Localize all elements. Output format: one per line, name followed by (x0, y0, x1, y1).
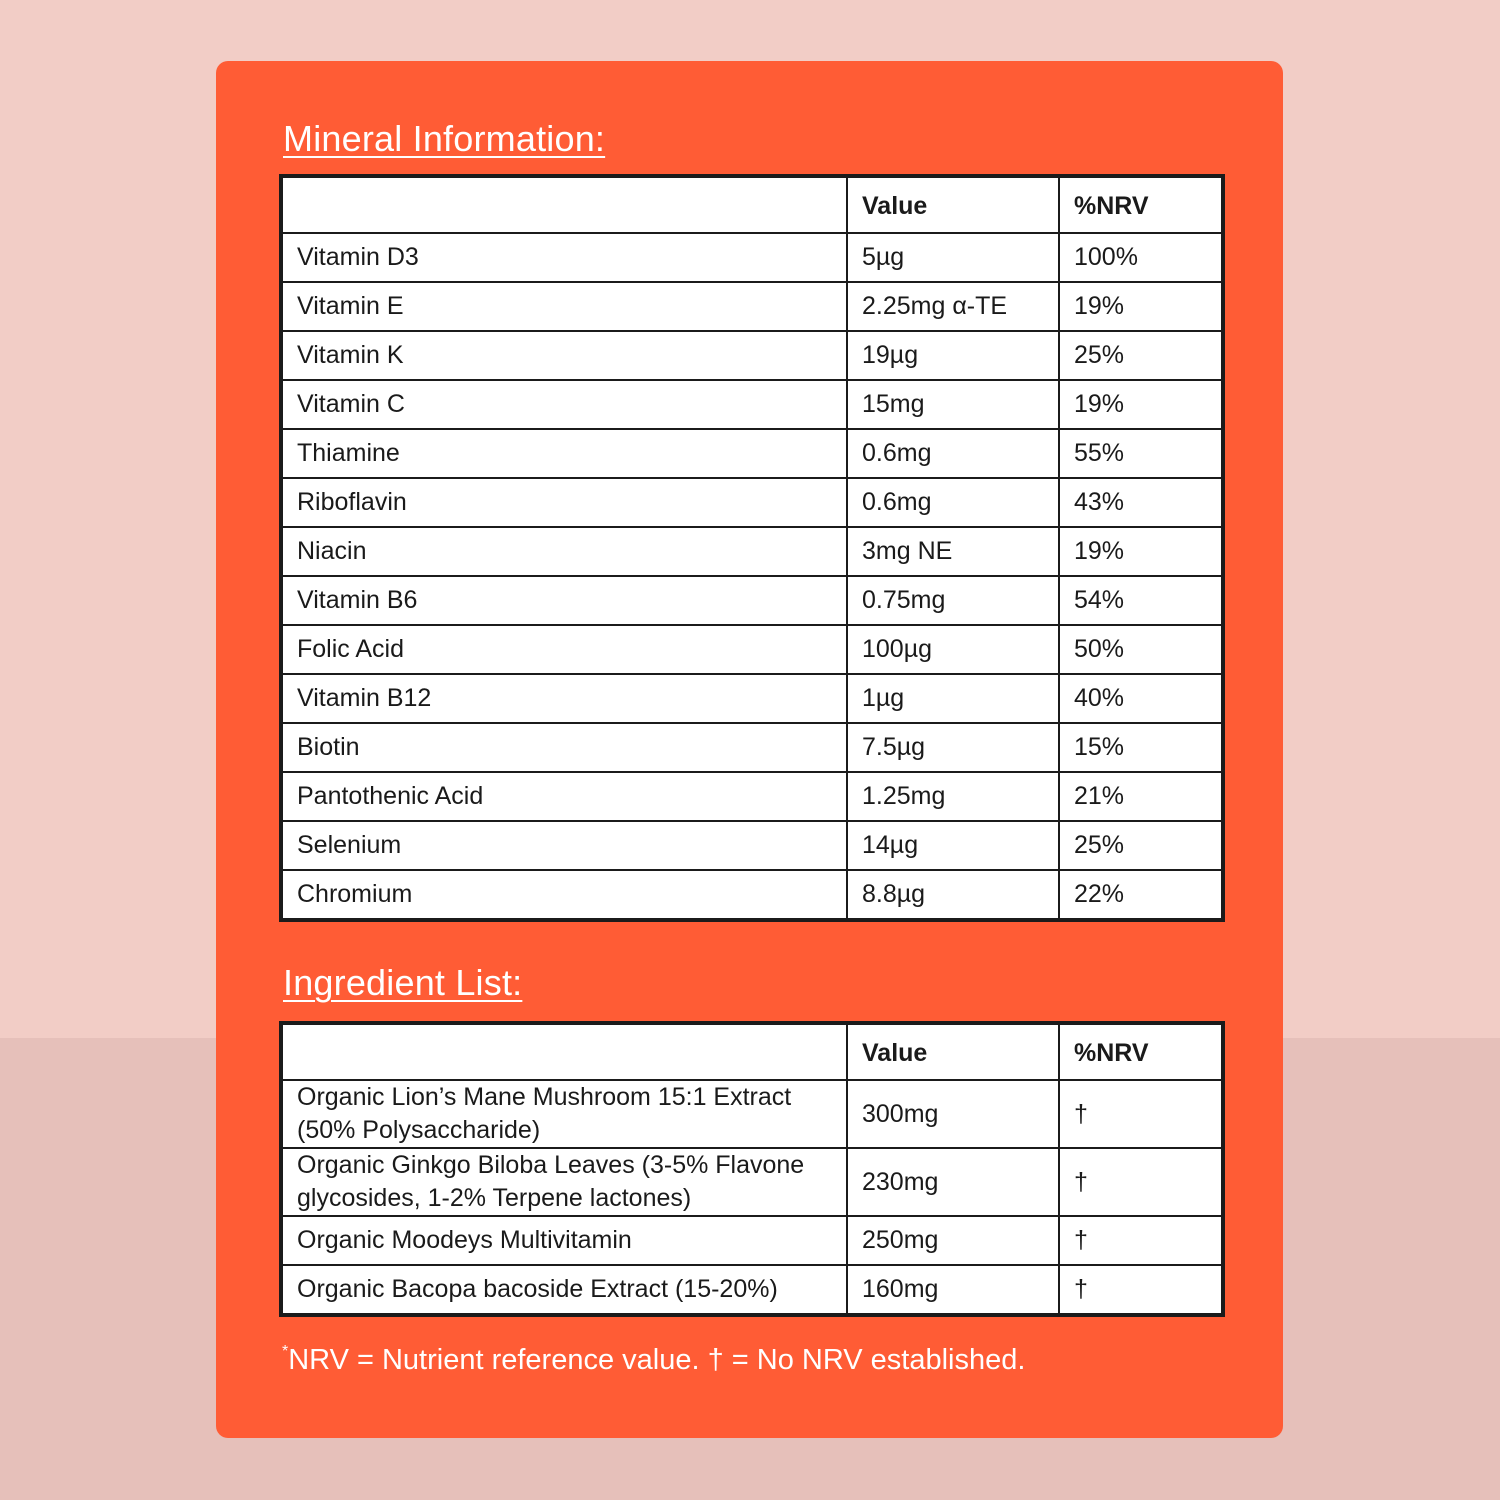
header-nrv: %NRV (1059, 176, 1223, 233)
header-value: Value (847, 176, 1059, 233)
nutrient-value: 0.6mg (847, 478, 1059, 527)
nutrient-value: 0.75mg (847, 576, 1059, 625)
header-name (281, 1023, 847, 1080)
nutrient-value: 19µg (847, 331, 1059, 380)
ingredient-value: 250mg (847, 1216, 1059, 1265)
ingredient-nrv: † (1059, 1216, 1223, 1265)
ingredient-name: Organic Bacopa bacoside Extract (15-20%) (281, 1265, 847, 1315)
table-row (281, 772, 1223, 821)
nrv-footnote (282, 1342, 1025, 1378)
table-row (281, 1216, 1223, 1265)
table-row (281, 478, 1223, 527)
nutrient-value: 100µg (847, 625, 1059, 674)
header-value: Value (847, 1023, 1059, 1080)
ingredient-nrv: † (1059, 1265, 1223, 1315)
nutrient-nrv: 40% (1059, 674, 1223, 723)
nutrient-name: Vitamin D3 (281, 233, 847, 282)
table-row (281, 1148, 1223, 1216)
nutrient-nrv: 25% (1059, 821, 1223, 870)
mineral-information-table (279, 174, 1225, 922)
ingredient-name: Organic Ginkgo Biloba Leaves (3-5% Flavone glycosides, 1-2% Terpene lactones) (281, 1148, 847, 1216)
table-row (281, 870, 1223, 920)
table-row (281, 331, 1223, 380)
footnote-text: NRV = Nutrient reference value. † = No NRV established. (288, 1344, 1026, 1376)
ingredient-nrv: † (1059, 1148, 1223, 1216)
table-row (281, 1265, 1223, 1315)
nutrient-nrv: 43% (1059, 478, 1223, 527)
nutrient-value: 15mg (847, 380, 1059, 429)
table-row (281, 821, 1223, 870)
nutrient-value: 2.25mg α-TE (847, 282, 1059, 331)
ingredient-value: 230mg (847, 1148, 1059, 1216)
nutrient-nrv: 21% (1059, 772, 1223, 821)
table-row (281, 674, 1223, 723)
nutrient-value: 1µg (847, 674, 1059, 723)
header-nrv: %NRV (1059, 1023, 1223, 1080)
table-row (281, 625, 1223, 674)
nutrient-value: 5µg (847, 233, 1059, 282)
table-row (281, 723, 1223, 772)
nutrient-name: Niacin (281, 527, 847, 576)
ingredient-value: 160mg (847, 1265, 1059, 1315)
nutrient-name: Biotin (281, 723, 847, 772)
table-header-row (281, 1023, 1223, 1080)
nutrient-nrv: 19% (1059, 527, 1223, 576)
footnote-marker: * (282, 1343, 289, 1360)
nutrient-nrv: 55% (1059, 429, 1223, 478)
nutrient-name: Thiamine (281, 429, 847, 478)
nutrient-value: 0.6mg (847, 429, 1059, 478)
nutrient-name: Folic Acid (281, 625, 847, 674)
nutrient-value: 7.5µg (847, 723, 1059, 772)
mineral-information-title: Mineral Information: (283, 118, 606, 159)
nutrient-nrv: 100% (1059, 233, 1223, 282)
table-row (281, 233, 1223, 282)
header-name (281, 176, 847, 233)
table-header-row (281, 176, 1223, 233)
ingredient-list-title: Ingredient List: (283, 962, 523, 1003)
nutrient-name: Vitamin E (281, 282, 847, 331)
nutrient-nrv: 22% (1059, 870, 1223, 920)
nutrient-name: Vitamin K (281, 331, 847, 380)
table-row (281, 380, 1223, 429)
nutrient-value: 8.8µg (847, 870, 1059, 920)
ingredient-name: Organic Lion’s Mane Mushroom 15:1 Extract (50% Polysaccharide) (281, 1080, 847, 1148)
nutrient-value: 1.25mg (847, 772, 1059, 821)
nutrient-nrv: 19% (1059, 380, 1223, 429)
ingredient-nrv: † (1059, 1080, 1223, 1148)
nutrient-nrv: 54% (1059, 576, 1223, 625)
table-row (281, 576, 1223, 625)
ingredient-name: Organic Moodeys Multivitamin (281, 1216, 847, 1265)
supplement-facts-card (216, 61, 1283, 1438)
nutrient-name: Vitamin B6 (281, 576, 847, 625)
nutrient-nrv: 19% (1059, 282, 1223, 331)
nutrient-value: 3mg NE (847, 527, 1059, 576)
nutrient-value: 14µg (847, 821, 1059, 870)
nutrient-name: Selenium (281, 821, 847, 870)
nutrient-nrv: 50% (1059, 625, 1223, 674)
ingredient-value: 300mg (847, 1080, 1059, 1148)
nutrient-name: Riboflavin (281, 478, 847, 527)
table-row (281, 429, 1223, 478)
nutrient-name: Pantothenic Acid (281, 772, 847, 821)
nutrient-name: Vitamin C (281, 380, 847, 429)
ingredient-list-table (279, 1021, 1225, 1317)
table-row (281, 527, 1223, 576)
nutrient-name: Vitamin B12 (281, 674, 847, 723)
nutrient-name: Chromium (281, 870, 847, 920)
nutrient-nrv: 15% (1059, 723, 1223, 772)
table-row (281, 1080, 1223, 1148)
nutrient-nrv: 25% (1059, 331, 1223, 380)
table-row (281, 282, 1223, 331)
